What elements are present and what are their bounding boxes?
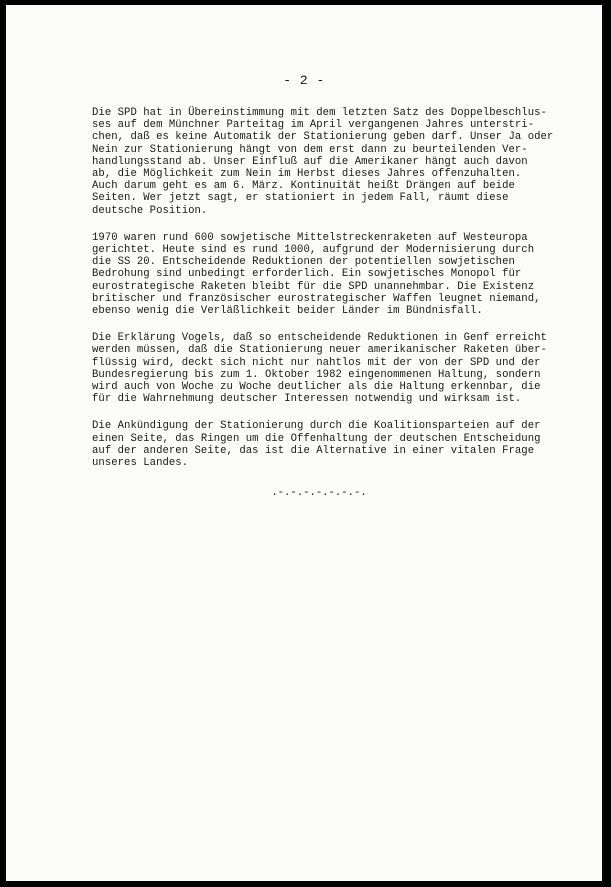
paragraph-1 [92,107,577,217]
paragraph-4 [92,420,577,469]
text-line: für die Wahrnehmung deutscher Interessen notwendig und wirksam ist. [92,393,522,406]
text-line: Auch darum geht es am 6. März. Kontinuität heißt Drängen auf beide [92,180,515,193]
text-line: handlungsstand ab. Unser Einfluß auf die Amerikaner hängt auch davon [92,155,528,168]
body-text [92,107,577,484]
text-line: Bundesregierung bis zum 1. Oktober 1982 eingenommenen Haltung, sondern [92,368,541,381]
text-line: unseres Landes. [92,457,189,470]
text-line: ebenso wenig die Verläßlichkeit beider Länder im Bündnisfall. [92,305,483,318]
text-line: auf der anderen Seite, das ist die Alternative in einer vitalen Frage [92,444,535,457]
paragraph-2 [92,232,577,317]
text-line: 1970 waren rund 600 sowjetische Mittelstreckenraketen auf Westeuropa [92,231,528,244]
text-line: britischer und französischer eurostrategischer Waffen leugnet niemand, [92,292,541,305]
text-line: eurostrategische Raketen bleibt für die SPD unannehmbar. Die Existenz [92,280,535,293]
text-line: flüssig wird, deckt sich nicht nur nahtlos mit der von der SPD und der [92,356,541,369]
text-line: Die Erklärung Vogels, daß so entscheidende Reduktionen in Genf erreicht [92,332,547,345]
text-line: Seiten. Wer jetzt sagt, er stationiert in jedem Fall, räumt diese [92,192,509,205]
text-line: gerichtet. Heute sind es rund 1000, aufgrund der Modernisierung durch [92,244,535,257]
document-page [6,5,602,881]
text-line: ab, die Möglichkeit zum Nein im Herbst dieses Jahres offenzuhalten. [92,168,522,181]
text-line: werden müssen, daß die Stationierung neuer amerikanischer Raketen über- [92,344,547,357]
text-line: chen, daß es keine Automatik der Stationierung geben darf. Unser Ja oder [92,131,554,144]
text-line: ses auf dem Münchner Parteitag im April vergangenen Jahres unterstri- [92,119,535,132]
text-line: Die Ankündigung der Stationierung durch die Koalitionsparteien auf der [92,420,541,433]
paragraph-3 [92,332,577,405]
text-line: Die SPD hat in Übereinstimmung mit dem letzten Satz des Doppelbeschlus- [92,107,547,119]
end-separator: .-.-.-.-.-.-.-. [271,487,367,499]
text-line: deutsche Position. [92,204,208,217]
page-number: - 2 - [283,73,325,88]
text-line: die SS 20. Entscheidende Reduktionen der potentiellen sowjetischen [92,256,515,269]
text-line: wird auch von Woche zu Woche deutlicher als die Haltung erkennbar, die [92,381,541,394]
text-line: Nein zur Stationierung hängt von dem erst dann zu beurteilenden Ver- [92,143,528,156]
text-line: einen Seite, das Ringen um die Offenhaltung der deutschen Entscheidung [92,432,541,445]
text-line: Bedrohung sind unbedingt erforderlich. Ein sowjetisches Monopol für [92,268,522,281]
